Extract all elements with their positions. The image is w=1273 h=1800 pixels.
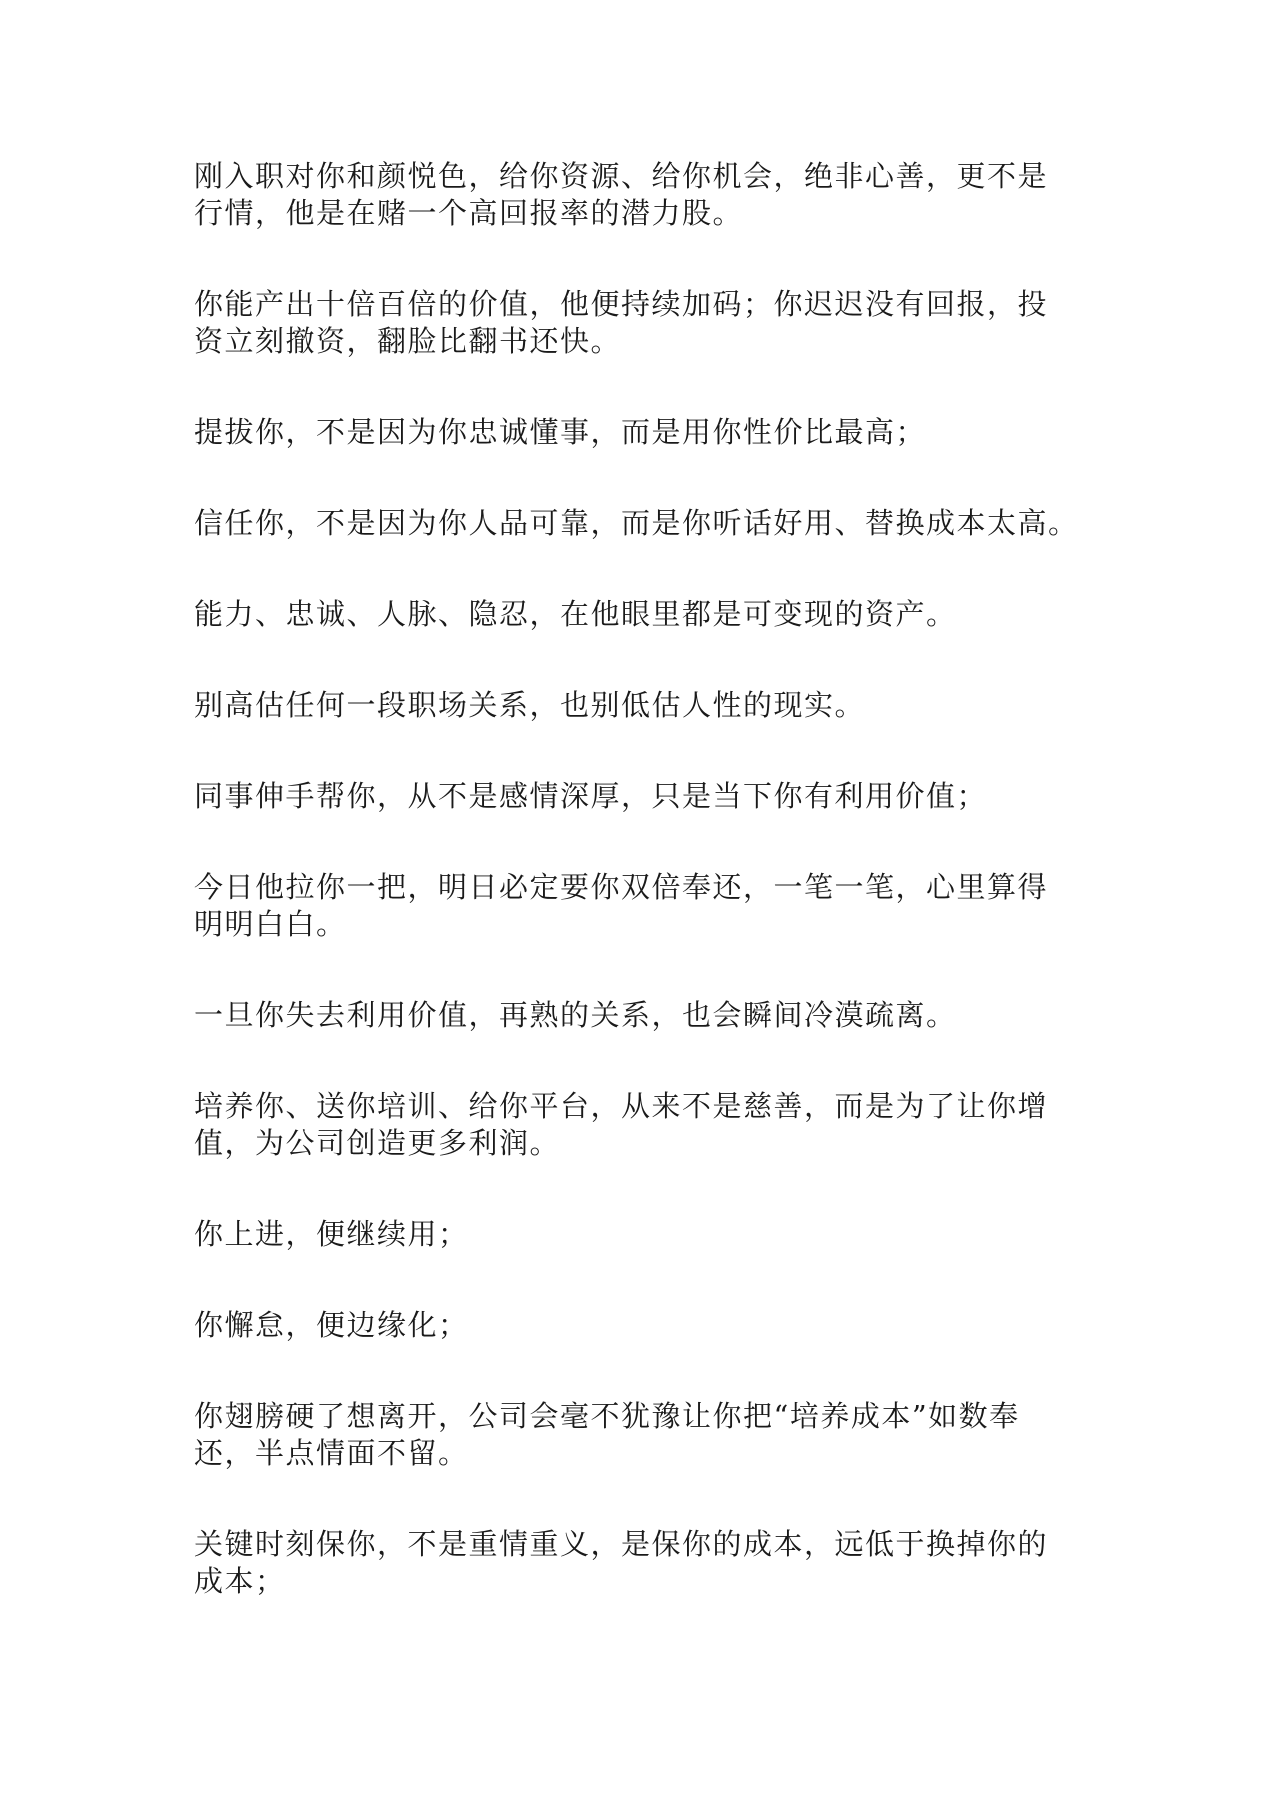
paragraph: 刚入职对你和颜悦色，给你资源、给你机会，绝非心善，更不是 行情，他是在赌一个高回报率的潜力股。: [194, 159, 1049, 230]
document-body: [194, 158, 1094, 1654]
paragraph: 别高估任何一段职场关系，也别低估人性的现实。: [194, 688, 866, 722]
paragraph: 提拔你，不是因为你忠诚懂事，而是用你性价比最高；: [194, 415, 927, 449]
paragraph: 一旦你失去利用价值，再熟的关系，也会瞬间冷漠疏离。: [194, 998, 957, 1032]
paragraph: 你能产出十倍百倍的价值，他便持续加码；你迟迟没有回报，投 资立刻撤资，翻脸比翻书还快。: [194, 287, 1049, 358]
paragraph: 你上进，便继续用；: [194, 1217, 469, 1251]
paragraph: 同事伸手帮你，从不是感情深厚，只是当下你有利用价值；: [194, 779, 988, 813]
paragraph: 今日他拉你一把，明日必定要你双倍奉还，一笔一笔，心里算得 明明白白。: [194, 870, 1049, 941]
paragraph: 你懈怠，便边缘化；: [194, 1308, 469, 1342]
paragraph: 培养你、送你培训、给你平台，从来不是慈善，而是为了让你增 值，为公司创造更多利润。: [194, 1089, 1049, 1160]
paragraph: 能力、忠诚、人脉、隐忍，在他眼里都是可变现的资产。: [194, 597, 957, 631]
paragraph: 你翅膀硬了想离开，公司会毫不犹豫让你把“培养成本”如数奉 还，半点情面不留。: [194, 1399, 1020, 1470]
paragraph: 信任你，不是因为你人品可靠，而是你听话好用、替换成本太高。: [194, 506, 1079, 540]
paragraph: 关键时刻保你，不是重情重义，是保你的成本，远低于换掉你的 成本；: [194, 1527, 1049, 1598]
